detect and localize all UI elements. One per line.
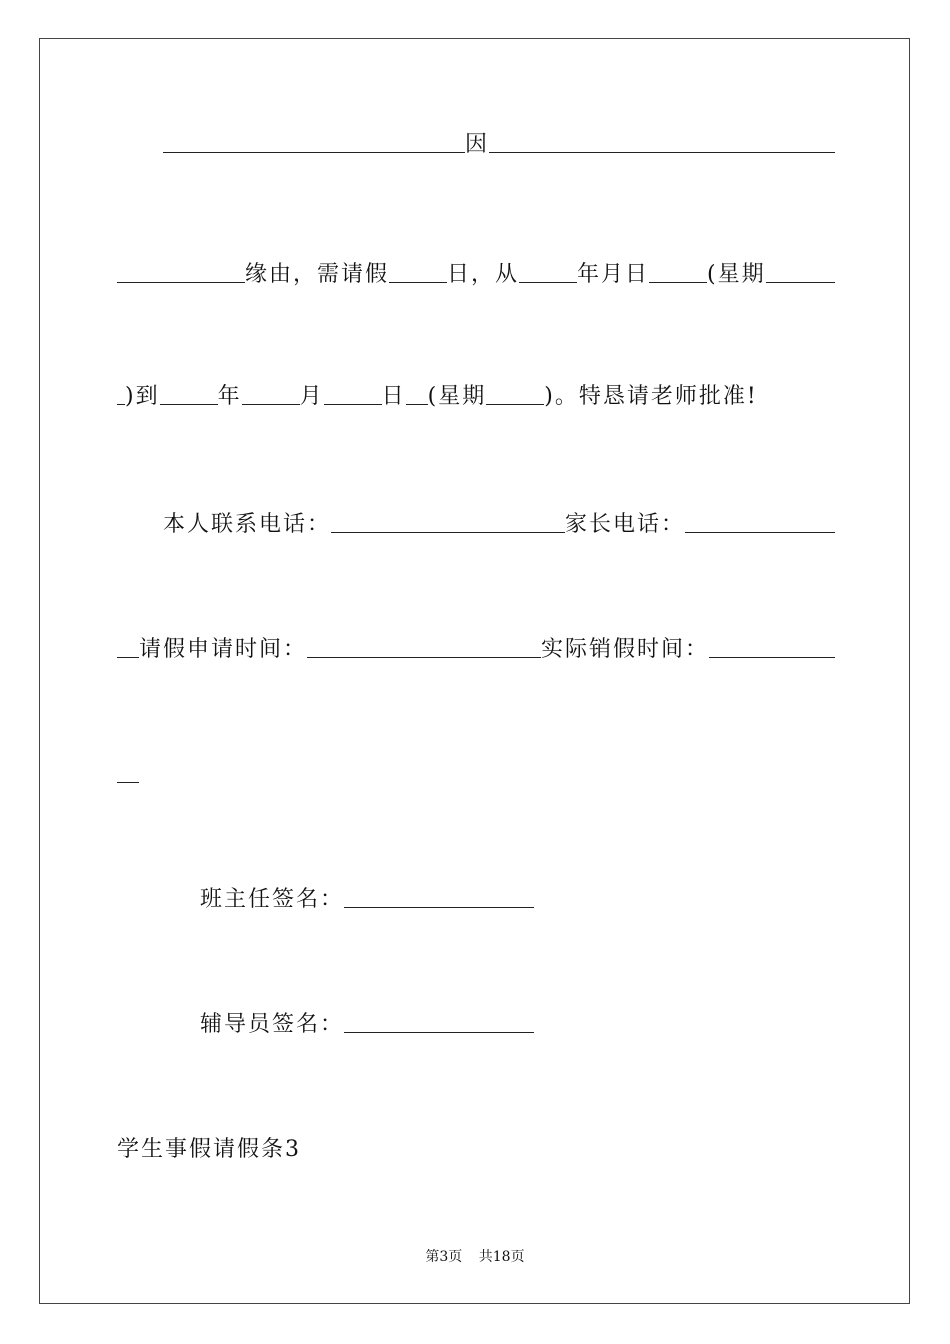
end-year-field[interactable] bbox=[160, 403, 218, 405]
head-teacher-line bbox=[117, 883, 835, 913]
page-border bbox=[39, 38, 910, 1304]
return-time-field-cont[interactable] bbox=[117, 781, 139, 783]
end-weekday-field[interactable] bbox=[486, 403, 544, 405]
reason-line bbox=[117, 128, 835, 158]
request-time-field[interactable] bbox=[307, 656, 541, 658]
return-time-field[interactable] bbox=[709, 656, 835, 658]
end-day-field[interactable] bbox=[324, 403, 382, 405]
to-text: )到 bbox=[125, 384, 160, 409]
request-time-label: 请假申请时间： bbox=[139, 637, 308, 662]
section-title-line bbox=[117, 1133, 835, 1163]
blank-field[interactable] bbox=[406, 403, 428, 405]
date-text: 年月日 bbox=[577, 262, 650, 287]
blank-field[interactable] bbox=[117, 281, 245, 283]
end-month-field[interactable] bbox=[242, 403, 300, 405]
section-title: 学生事假请假条3 bbox=[117, 1137, 301, 1162]
from-text: 日，从 bbox=[447, 262, 520, 287]
start-weekday-field-cont[interactable] bbox=[117, 403, 125, 405]
return-time-label: 实际销假时间： bbox=[541, 637, 710, 662]
days-field[interactable] bbox=[389, 281, 447, 283]
parent-phone-label: 家长电话： bbox=[565, 512, 686, 537]
own-phone-label: 本人联系电话： bbox=[163, 512, 332, 537]
reason-label: 因 bbox=[465, 132, 490, 157]
contact-line bbox=[117, 508, 835, 538]
reason-text: 缘由，需请假 bbox=[245, 262, 390, 287]
leave-days-line bbox=[117, 258, 835, 288]
weekday-open: (星期 bbox=[427, 384, 487, 409]
page-current: 第3页 bbox=[425, 1249, 463, 1265]
day-text: 日 bbox=[381, 384, 406, 409]
own-phone-field[interactable] bbox=[331, 531, 565, 533]
parent-phone-field[interactable] bbox=[685, 531, 835, 533]
parent-phone-field-cont[interactable] bbox=[117, 656, 139, 658]
year-text: 年 bbox=[217, 384, 242, 409]
blank-field[interactable] bbox=[489, 151, 835, 153]
counselor-label: 辅导员签名： bbox=[200, 1012, 345, 1037]
approval-text: )。特恳请老师批准! bbox=[544, 384, 758, 409]
page-total: 共18页 bbox=[478, 1249, 525, 1265]
counselor-signature-field[interactable] bbox=[344, 1031, 534, 1033]
start-date-field[interactable] bbox=[649, 281, 707, 283]
return-time-cont-line bbox=[117, 758, 835, 788]
head-teacher-signature-field[interactable] bbox=[344, 906, 534, 908]
counselor-line bbox=[117, 1008, 835, 1038]
weekday-open: (星期 bbox=[707, 262, 766, 287]
start-year-field[interactable] bbox=[519, 281, 577, 283]
head-teacher-label: 班主任签名： bbox=[200, 887, 345, 912]
start-weekday-field[interactable] bbox=[766, 281, 835, 283]
blank-field[interactable] bbox=[163, 151, 465, 153]
request-time-line bbox=[117, 633, 835, 663]
month-text: 月 bbox=[299, 384, 324, 409]
page-footer bbox=[0, 1246, 950, 1266]
leave-end-line bbox=[117, 380, 835, 410]
